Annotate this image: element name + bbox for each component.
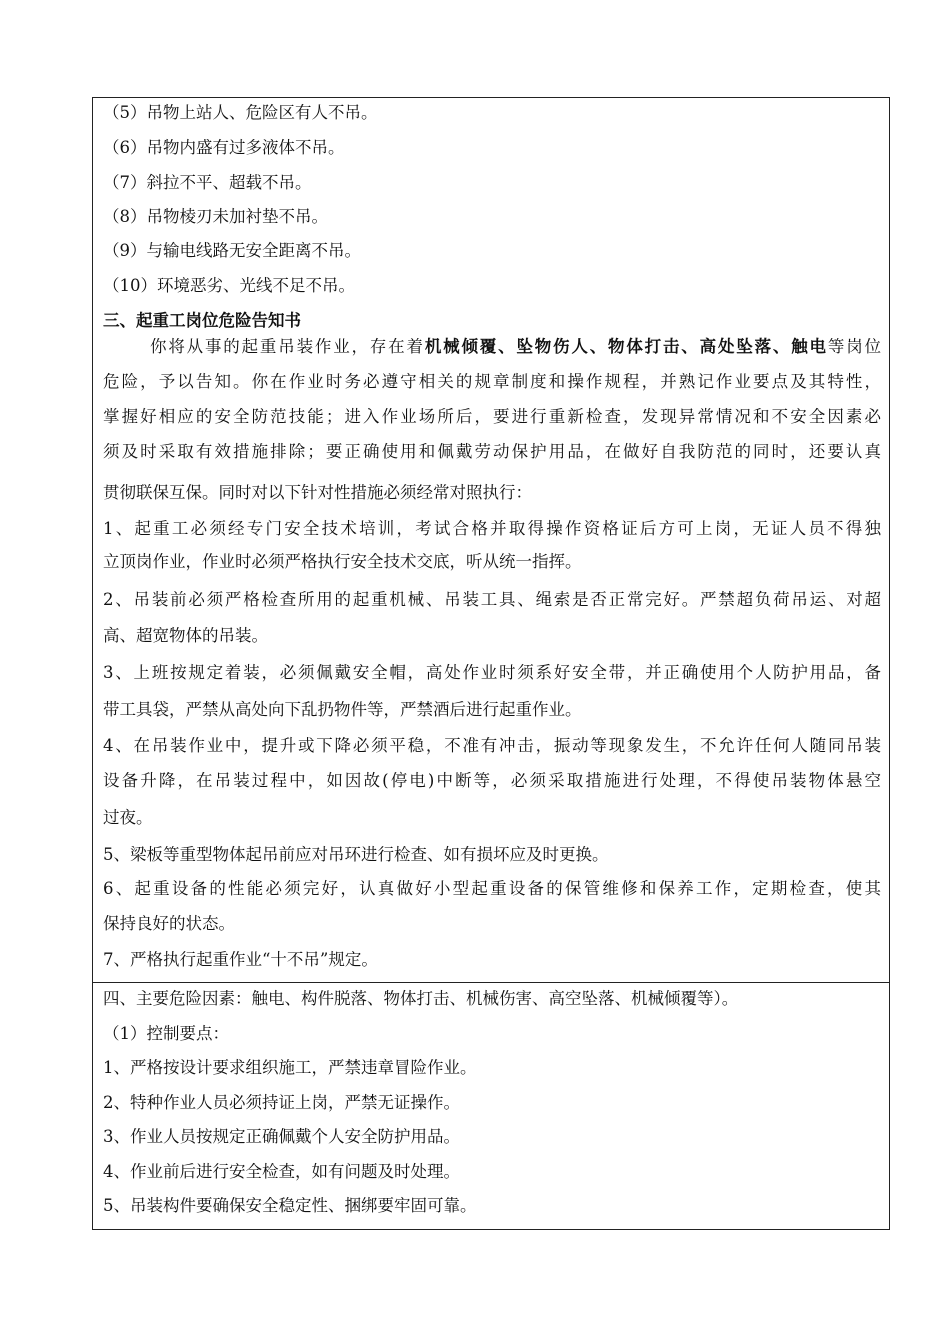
control-point: 2、特种作业人员必须持证上岗，严禁无证操作。 <box>103 1093 460 1112</box>
rule-line: 保持良好的状态。 <box>103 914 235 933</box>
prohibition-item: （10）环境恶劣、光线不足不吊。 <box>103 276 355 295</box>
prohibition-item: （9）与输电线路无安全距离不吊。 <box>103 241 361 260</box>
control-point: 3、作业人员按规定正确佩戴个人安全防护用品。 <box>103 1127 460 1146</box>
rule-line: 立顶岗作业，作业时必须严格执行安全技术交底，听从统一指挥。 <box>103 552 582 571</box>
intro-lead: 你将从事的起重吊装作业，存在着 <box>150 337 425 356</box>
rule-line: 1、起重工必须经专门安全技术培训，考试合格并取得操作资格证后方可上岗，无证人员不得独 <box>103 519 881 538</box>
table-row-divider <box>93 982 889 983</box>
section-three-title: 三、起重工岗位危险告知书 <box>103 311 301 330</box>
rule-line: 3、上班按规定着装，必须佩戴安全帽，高处作业时须系好安全带，并正确使用个人防护用品，备 <box>103 663 881 682</box>
rule-line: 5、梁板等重型物体起吊前应对吊环进行检查、如有损坏应及时更换。 <box>103 845 609 864</box>
rule-line: 带工具袋，严禁从高处向下乱扔物件等，严禁酒后进行起重作业。 <box>103 700 582 719</box>
intro-hazards: 机械倾覆、坠物伤人、物体打击、高处坠落、触电 <box>424 337 828 356</box>
rule-line: 过夜。 <box>103 808 153 827</box>
rule-line: 7、严格执行起重作业“十不吊”规定。 <box>103 950 378 969</box>
rule-line: 6、起重设备的性能必须完好，认真做好小型起重设备的保管维修和保养工作，定期检查，使其 <box>103 879 881 898</box>
intro-line: 贯彻联保互保。同时对以下针对性措施必须经常对照执行： <box>103 483 532 502</box>
rule-line: 4、在吊装作业中，提升或下降必须平稳，不准有冲击，振动等现象发生，不允许任何人随同吊装 <box>103 736 881 755</box>
section-four-subtitle: （1）控制要点： <box>103 1024 229 1043</box>
prohibition-item: （8）吊物棱刃未加衬垫不吊。 <box>103 207 328 226</box>
document-table <box>92 97 890 1230</box>
prohibition-item: （6）吊物内盛有过多液体不吊。 <box>103 138 345 157</box>
intro-tail: 等岗位 <box>827 337 882 356</box>
control-point: 4、作业前后进行安全检查，如有问题及时处理。 <box>103 1162 460 1181</box>
intro-first-line <box>150 336 881 358</box>
rule-line: 2、吊装前必须严格检查所用的起重机械、吊装工具、绳索是否正常完好。严禁超负荷吊运、对超 <box>103 590 881 609</box>
intro-line: 须及时采取有效措施排除；要正确使用和佩戴劳动保护用品，在做好自我防范的同时，还要认真 <box>103 442 881 461</box>
prohibition-item: （5）吊物上站人、危险区有人不吊。 <box>103 103 378 122</box>
rule-line: 高、超宽物体的吊装。 <box>103 626 268 645</box>
section-four-title: 四、主要危险因素：触电、构件脱落、物体打击、机械伤害、高空坠落、机械倾覆等）。 <box>103 989 739 1008</box>
control-point: 5、吊装构件要确保安全稳定性、捆绑要牢固可靠。 <box>103 1196 477 1215</box>
rule-line: 设备升降，在吊装过程中，如因故(停电)中断等，必须采取措施进行处理，不得使吊装物体悬空 <box>103 771 881 790</box>
intro-line: 危险，予以告知。你在作业时务必遵守相关的规章制度和操作规程，并熟记作业要点及其特性， <box>103 372 881 391</box>
control-point: 1、严格按设计要求组织施工，严禁违章冒险作业。 <box>103 1058 477 1077</box>
intro-line: 掌握好相应的安全防范技能；进入作业场所后，要进行重新检查，发现异常情况和不安全因素必 <box>103 407 881 426</box>
prohibition-item: （7）斜拉不平、超载不吊。 <box>103 173 312 192</box>
